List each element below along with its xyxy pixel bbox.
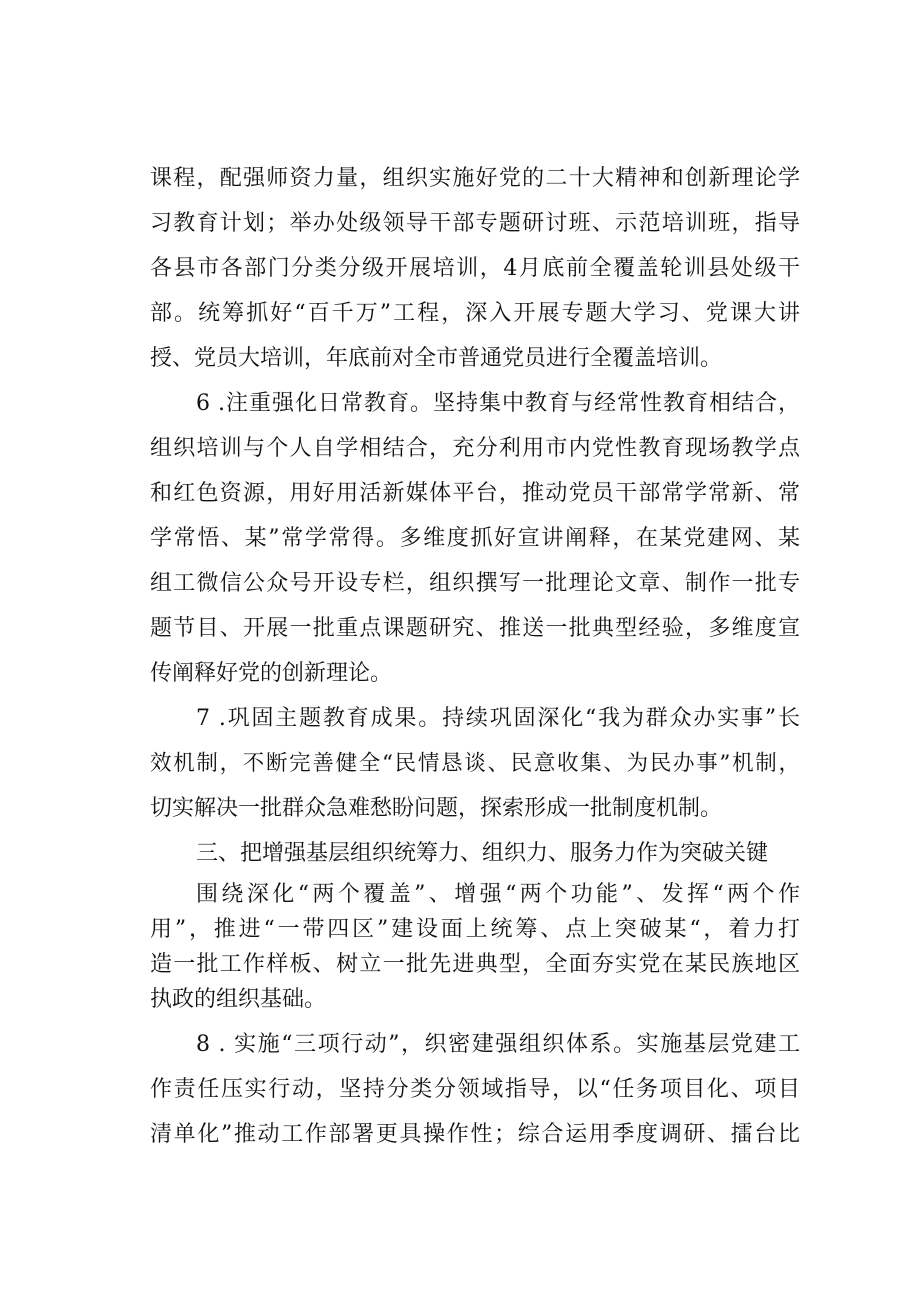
paragraph-8-first-line: 8 . 实施“三项行动”，织密建强组织体系。实施基层党建工 bbox=[196, 1032, 800, 1057]
text-line: 造一批工作样板、树立一批先进典型，全面夯实党在某民族地区 bbox=[150, 952, 800, 977]
paragraph-6-first-line: 6 .注重强化日常教育。坚持集中教育与经常性教育相结合， bbox=[196, 391, 800, 416]
text-line: 传阐释好党的创新理论。 bbox=[150, 661, 393, 686]
intro-first-line: 围绕深化“两个覆盖”、增强“两个功能”、发挥“两个作 bbox=[196, 882, 800, 907]
text-line: 组织培训与个人自学相结合，充分利用市内党性教育现场教学点 bbox=[150, 436, 800, 461]
text-line: 授、党员大培训，年底前对全市普通党员进行全覆盖培训。 bbox=[150, 346, 723, 371]
text-line: 和红色资源，用好用活新媒体平台，推动党员干部常学常新、常 bbox=[150, 481, 800, 506]
text-line: 清单化”推动工作部署更具操作性；综合运用季度调研、擂台比 bbox=[150, 1122, 800, 1147]
paragraph-7-first-line: 7 .巩固主题教育成果。持续巩固深化“我为群众办实事”长 bbox=[196, 706, 800, 731]
text-line: 课程，配强师资力量，组织实施好党的二十大精神和创新理论学 bbox=[150, 166, 800, 191]
section-heading: 三、把增强基层组织统筹力、组织力、服务力作为突破关键 bbox=[196, 841, 769, 866]
text-line: 题节目、开展一批重点课题研究、推送一批典型经验，多维度宣 bbox=[150, 616, 800, 641]
text-line: 用”，推进“一带四区”建设面上统筹、点上突破某“，着力打 bbox=[150, 917, 800, 942]
text-line: 切实解决一批群众急难愁盼问题，探索形成一批制度机制。 bbox=[150, 796, 723, 821]
text-line: 各县市各部门分类分级开展培训，4月底前全覆盖轮训县处级干 bbox=[150, 256, 800, 281]
text-line: 习教育计划；举办处级领导干部专题研讨班、示范培训班，指导 bbox=[150, 211, 800, 236]
text-line: 执政的组织基础。 bbox=[150, 987, 327, 1012]
text-line: 组工微信公众号开设专栏，组织撰写一批理论文章、制作一批专 bbox=[150, 571, 800, 596]
text-line: 作责任压实行动，坚持分类分领域指导，以“任务项目化、项目 bbox=[150, 1077, 800, 1102]
text-line: 效机制，不断完善健全“民情恳谈、民意收集、为民办事”机制， bbox=[150, 751, 800, 776]
text-line: 部。统筹抓好“百千万”工程，深入开展专题大学习、党课大讲 bbox=[150, 301, 800, 326]
text-line: 学常悟、某”常学常得。多维度抓好宣讲阐释，在某党建网、某 bbox=[150, 526, 800, 551]
